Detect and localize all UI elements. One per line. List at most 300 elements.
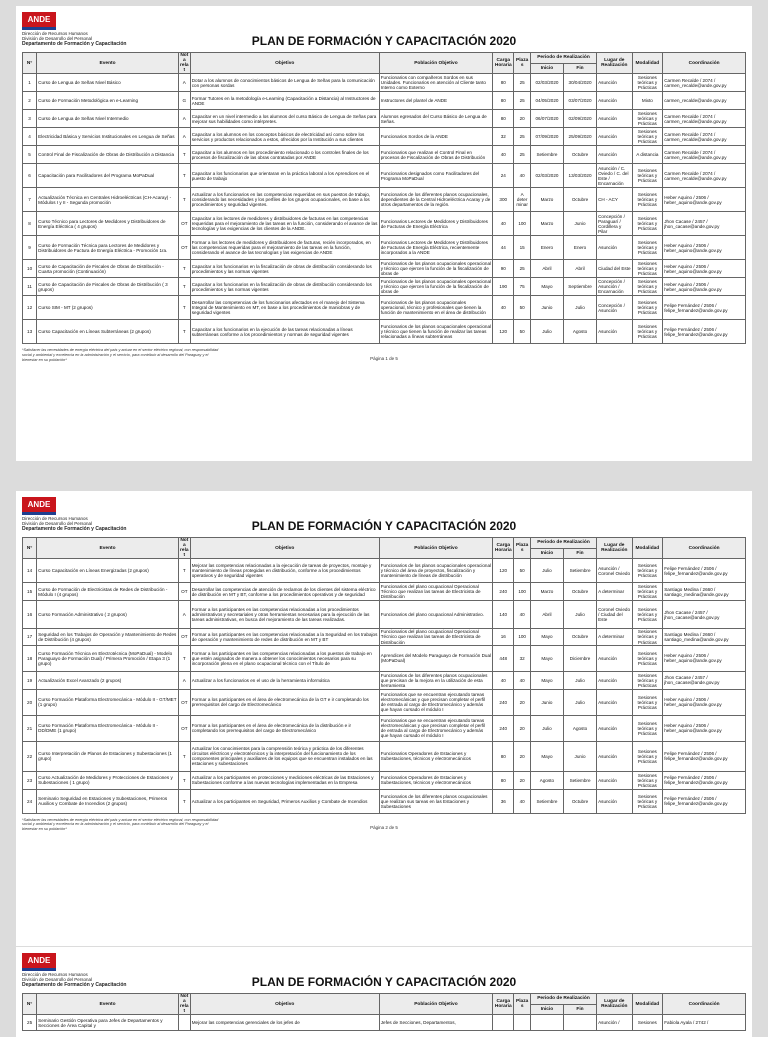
cell-coordinacion: Heber Aquino / 2506 / heber_aquino@ande.gov.py bbox=[663, 715, 746, 741]
col-header: Inicio bbox=[530, 548, 563, 559]
cell-poblacion: Funcionarios con compañeros Sordos en sus Unidades. Funcionarios en atención al Cliente tanto Interno como Externo bbox=[379, 74, 492, 92]
page-header bbox=[22, 953, 746, 993]
cell-carga: 40 bbox=[493, 296, 514, 320]
cell-coordinacion: Carmen Recalde / 2074 / carmen_recalde@ande.gov.py bbox=[663, 110, 746, 128]
cell-plazas: 40 bbox=[514, 601, 531, 629]
cell-inicio: Marzo bbox=[530, 583, 563, 601]
cell-coordinacion: Heber Aquino / 2506 / heber_aquino@ande.gov.py bbox=[663, 188, 746, 212]
col-header: Plazas bbox=[514, 994, 531, 1015]
cell-evento: Actualización Técnica en Centrales Hidroeléctricas (CH-Acaray) - Módulos I y II - Segunda promoción bbox=[37, 188, 179, 212]
cell-modalidad: Sesiones teóricas y Prácticas bbox=[632, 260, 663, 278]
cell-poblacion: Funcionarios Lectores de Medidores y Distribuidores de Facturas de Energía Eléctrica bbox=[379, 212, 492, 236]
cell-plazas: 100 bbox=[514, 583, 531, 601]
cell-evento: Curso Formación Plataforma Electromecánica - Módulo II - GT/MET (1 grupo) bbox=[37, 689, 179, 715]
cell-inicio: Marzo bbox=[530, 188, 563, 212]
cell-objetivo: Mejorar las competencias gerenciales de los jefes de bbox=[190, 1015, 379, 1031]
cell-plazas: 100 bbox=[514, 629, 531, 645]
cell-carga: 90 bbox=[493, 260, 514, 278]
cell-lugar: Asunción / C. Oviedo / C. del Este / Encarnación bbox=[597, 164, 632, 188]
cell-objetivo: Capacitar en un nivel intermedio a los alumnos del curso Básico de Lengua de Señas para mejorar sus habilidades como intérpretes. bbox=[190, 110, 379, 128]
cell-nota: OT bbox=[178, 583, 190, 601]
cell-evento: Curso de Lengua de Señas Nivel Intermedio bbox=[37, 110, 179, 128]
cell-plazas: 50 bbox=[514, 320, 531, 344]
cell-objetivo: Actualizar a los funcionarios en el uso de la herramienta informática bbox=[190, 671, 379, 689]
cell-plazas: 20 bbox=[514, 741, 531, 771]
cell-n: 9 bbox=[23, 236, 37, 260]
cell-inicio: Mayo bbox=[530, 741, 563, 771]
cell-inicio: Junio bbox=[530, 689, 563, 715]
cell-poblacion: Funcionarios que se encuentran ejecutando tareas electromecánicas y que precisan completar el perfil de entrada al cargo de Electromecánico y además que hayan cursado el módulo I bbox=[379, 689, 492, 715]
col-header: Coordinación bbox=[663, 538, 746, 559]
cell-fin: Setiembre bbox=[563, 771, 596, 789]
cell-objetivo: Formar a los participantes en las competencias relacionadas a la Seguridad en los trabajos de operación y mantenimiento de redes de distribución en MT y BT bbox=[190, 629, 379, 645]
cell-modalidad: Sesiones teóricas y Prácticas bbox=[632, 296, 663, 320]
cell-plazas: 25 bbox=[514, 74, 531, 92]
cell-objetivo: Actualizar a los participantes en Seguridad, Primeros Auxilios y Combate de Incendios bbox=[190, 789, 379, 813]
cell-n: 17 bbox=[23, 629, 37, 645]
cell-modalidad: Sesiones teóricas y Prácticas bbox=[632, 110, 663, 128]
cell-coordinacion: Jhon Cacase / 2457 / jhon_cacase@ande.gov.py bbox=[663, 601, 746, 629]
col-header: Periodo de Realización bbox=[530, 53, 596, 64]
org-line: Departamento de Formación y Capacitación bbox=[22, 41, 127, 47]
document-page bbox=[16, 491, 752, 946]
cell-nota bbox=[178, 1015, 190, 1031]
training-plan-table bbox=[22, 52, 746, 344]
cell-plazas: 20 bbox=[514, 110, 531, 128]
cell-lugar: Asunción bbox=[597, 671, 632, 689]
cell-carga: 40 bbox=[493, 212, 514, 236]
cell-n: 5 bbox=[23, 146, 37, 164]
cell-modalidad: Sesiones teóricas y Prácticas bbox=[632, 320, 663, 344]
cell-fin bbox=[563, 1015, 596, 1031]
col-header: Evento bbox=[37, 538, 179, 559]
cell-plazas: 25 bbox=[514, 260, 531, 278]
cell-objetivo: Formar a los participantes en las competencias relacionadas a los procedimientos administrativos y secretariales y otras herramientas necesarias para la ejecución de las tareas administrativas, en busca del mejoramiento de las tareas realizadas. bbox=[190, 601, 379, 629]
cell-carga: 80 bbox=[493, 110, 514, 128]
table-row bbox=[23, 583, 746, 601]
footnote: *Satisfacer las necesidades de energía eléctrica del país y actuar en el sector eléctrico regional, con responsabilidad social y ambiental y excelencia en la administración y el servicio, para contribuir al desarrollo del Paraguay y el bienestar en su población* bbox=[22, 817, 219, 831]
cell-n: 19 bbox=[23, 671, 37, 689]
table-row bbox=[23, 212, 746, 236]
cell-objetivo: Actualizar a los funcionarios en las competencias requeridas en sus puestos de trabajo, considerando las necesidades y los perfiles de los grupos ocupacionales, en base a los procedimientos y seguridad vigentes. bbox=[190, 188, 379, 212]
table-row bbox=[23, 278, 746, 296]
cell-carga: 140 bbox=[493, 601, 514, 629]
cell-nota: T bbox=[178, 278, 190, 296]
col-header: Objetivo bbox=[190, 53, 379, 74]
cell-nota: T bbox=[178, 188, 190, 212]
cell-modalidad: Sesiones teóricas y Prácticas bbox=[632, 741, 663, 771]
page-title: PLAN DE FORMACIÓN Y CAPACITACIÓN 2020 bbox=[251, 519, 517, 533]
table-row bbox=[23, 559, 746, 583]
cell-lugar: Asunción bbox=[597, 236, 632, 260]
cell-lugar: Coronel Oviedo / Ciudad del Este bbox=[597, 601, 632, 629]
cell-modalidad: Sesiones teóricas y Prácticas bbox=[632, 188, 663, 212]
col-header: Fin bbox=[563, 63, 596, 74]
cell-modalidad: A distancia bbox=[632, 146, 663, 164]
cell-poblacion: Funcionarios Operadores de Estaciones y Subestaciones, técnicos y electromecánicos bbox=[379, 741, 492, 771]
cell-lugar: Asunción bbox=[597, 771, 632, 789]
cell-inicio: 02/03/2020 bbox=[530, 164, 563, 188]
cell-poblacion: Funcionarios de los planos ocupacionales operacional y técnico que ejercen la función de la fiscalización de obras de bbox=[380, 261, 492, 277]
ande-logo: ANDE bbox=[22, 12, 56, 27]
page-header bbox=[22, 12, 746, 52]
cell-nota: A bbox=[178, 671, 190, 689]
col-header: Carga Horaria bbox=[493, 994, 514, 1015]
cell-inicio: Mayo bbox=[530, 278, 563, 296]
cell-poblacion: Funcionarios Operadores de Estaciones y Subestaciones, técnicos y electromecánicos bbox=[379, 771, 492, 789]
cell-poblacion: Funcionarios Sordos de la ANDE bbox=[379, 128, 492, 146]
training-plan-table bbox=[22, 993, 746, 1031]
cell-modalidad: Sesiones teóricas y Prácticas bbox=[632, 601, 663, 629]
cell-nota: T bbox=[178, 645, 190, 671]
cell-fin: Abril bbox=[563, 260, 596, 278]
cell-inicio: Enero bbox=[530, 236, 563, 260]
cell-modalidad: Sesiones teóricas y Prácticas bbox=[632, 583, 663, 601]
org-line: Departamento de Formación y Capacitación bbox=[22, 526, 127, 532]
cell-nota: OT bbox=[178, 715, 190, 741]
cell-lugar: Asunción bbox=[597, 789, 632, 813]
cell-lugar: A determinar bbox=[597, 583, 632, 601]
cell-objetivo: Formar a los participantes en el área de electromecánica de la distribución e ir completando los prerrequisitos del cargo de Electromecánico bbox=[190, 715, 379, 741]
cell-nota: A bbox=[178, 601, 190, 629]
cell-evento: Capacitación para Facilitadores del Programa MoPaDual bbox=[37, 164, 179, 188]
cell-inicio: Agosto bbox=[530, 771, 563, 789]
cell-inicio: Julio bbox=[530, 715, 563, 741]
cell-evento: Control Final de Fiscalización de Obras de Distribución a Distancia bbox=[37, 146, 179, 164]
cell-coordinacion: Felipe Fernández / 2506 / felipe_fernandez@ande.gov.py bbox=[663, 559, 746, 583]
cell-carga: 80 bbox=[493, 771, 514, 789]
cell-lugar: Asunción bbox=[597, 110, 632, 128]
cell-evento: Electricidad Básica y Servicios Institucionales en Lengua de Señas bbox=[37, 128, 179, 146]
col-header: Modalidad bbox=[632, 538, 663, 559]
cell-nota: T bbox=[178, 320, 190, 344]
col-header: Lugar de Realización bbox=[597, 994, 632, 1015]
col-header: Fin bbox=[563, 548, 596, 559]
cell-inicio: Mayo bbox=[530, 629, 563, 645]
cell-n: 11 bbox=[23, 278, 37, 296]
cell-lugar: A determinar bbox=[597, 629, 632, 645]
cell-poblacion: Funcionarios de los planos ocupacionales operacional y técnico del área de proyectos, fiscalización y mantenimiento de líneas de distribución bbox=[379, 559, 492, 583]
cell-poblacion: Funcionarios de los planos ocupacionales operacional y técnico que tienen la función de realizar las tareas relacionadas a líneas subterráneas bbox=[379, 320, 492, 344]
cell-inicio: 04/05/2020 bbox=[530, 92, 563, 110]
cell-poblacion: Funcionarios de los diferentes planos ocupacionales que realizan sus tareas en las Estaciones y Subestaciones bbox=[379, 789, 492, 813]
cell-fin: Agosto bbox=[563, 715, 596, 741]
cell-poblacion: Funcionarios de los diferentes planos ocupacionales, dependientes de la Central Hidroeléctrica Acaray y de otros departamentos de la región. bbox=[379, 188, 492, 212]
cell-n: 22 bbox=[23, 741, 37, 771]
cell-lugar: Asunción / bbox=[597, 1015, 632, 1031]
cell-coordinacion: Felipe Fernández / 2506 / felipe_fernandez@ande.gov.py bbox=[663, 741, 746, 771]
cell-n: 21 bbox=[23, 715, 37, 741]
col-header: Plazas bbox=[514, 538, 531, 559]
cell-evento: Curso de Capacitación de Fiscales de Obras de Distribución ( 3 grupos) bbox=[37, 278, 179, 296]
cell-fin: Octubre bbox=[563, 188, 596, 212]
cell-lugar: CH - ACY bbox=[597, 188, 632, 212]
training-plan-table bbox=[22, 537, 746, 814]
cell-nota: G bbox=[178, 92, 190, 110]
table-row bbox=[23, 671, 746, 689]
col-header: Población Objetivo bbox=[379, 53, 492, 74]
cell-nota: T bbox=[178, 789, 190, 813]
cell-objetivo: Capacitar a los alumnos en los procedimiento relacionado o los controles finales de los procesos de fiscalización de las obras contratadas por ANDE bbox=[190, 146, 379, 164]
cell-objetivo: Capacitar a los funcionarios en la ejecución de las tareas relacionadas a líneas subterráneas conforme a los procedimientos y normas de seguridad vigentes bbox=[190, 320, 379, 344]
cell-plazas: 20 bbox=[514, 771, 531, 789]
cell-carga: 40 bbox=[493, 146, 514, 164]
cell-lugar: Asunción bbox=[597, 92, 632, 110]
cell-coordinacion: Carmen Recalde / 2074 / carmen_recalde@ande.gov.py bbox=[663, 164, 746, 188]
cell-plazas: A determinar bbox=[514, 188, 531, 212]
cell-plazas: 25 bbox=[514, 128, 531, 146]
cell-modalidad: Sesiones teóricas y Prácticas bbox=[632, 715, 663, 741]
cell-fin: Julio bbox=[563, 689, 596, 715]
cell-carga: 448 bbox=[493, 645, 514, 671]
cell-evento: Seminario Gestión Operativa para Jefes de Departamentos y Secciones de Área Capital y bbox=[37, 1015, 179, 1031]
cell-plazas: 50 bbox=[514, 559, 531, 583]
cell-coordinacion: Carmen Recalde / 2074 / carmen_recalde@ande.gov.py bbox=[663, 74, 746, 92]
cell-plazas: 75 bbox=[514, 278, 531, 296]
cell-lugar: Asunción bbox=[597, 320, 632, 344]
table-row bbox=[23, 1015, 746, 1031]
cell-poblacion: Funcionarios Lectores de Medidores y Distribuidores de Facturas de Energía Eléctrica, recientemente incorporados a la ANDE bbox=[379, 236, 492, 260]
cell-modalidad: Sesiones teóricas y Prácticas bbox=[632, 671, 663, 689]
cell-objetivo: Actualizar a los participantes en protecciones y mediciones eléctricas de las Estaciones y Subestaciones conforme a las nuevas tecnologías implementadas en la Empresa bbox=[190, 771, 379, 789]
logo-bar bbox=[22, 968, 56, 971]
cell-objetivo: Formar a los lectores de medidores y distribuidores de facturas, recién incorporados, en las competencias requeridas para el mejoramiento de las tareas en la función, considerando el avance de las tecnologías y las exigencias de ANDE bbox=[190, 236, 379, 260]
cell-lugar: Asunción bbox=[597, 741, 632, 771]
cell-plazas: 25 bbox=[514, 92, 531, 110]
col-header: Carga Horaria bbox=[493, 53, 514, 74]
cell-objetivo: Capacitar a los alumnos en los conceptos básicos de electricidad así como sobre los servicios y productos relacionados a estos, ofrecidos por la Institución a sus clientes bbox=[190, 128, 379, 146]
footnote: *Satisfacer las necesidades de energía eléctrica del país y actuar en el sector eléctrico regional, con responsabilidad social y ambiental y excelencia en la administración y el servicio, para contribuir al desarrollo del Paraguay y el bienestar en su población* bbox=[22, 348, 219, 362]
table-row bbox=[23, 128, 746, 146]
col-header: Coordinación bbox=[663, 994, 746, 1015]
cell-n: 6 bbox=[23, 164, 37, 188]
cell-inicio: 06/07/2020 bbox=[530, 110, 563, 128]
cell-objetivo: Desarrollar las competencias de los funcionarios afectados en el manejo del Sistema Integral de Mantenimiento en MT, en base a los procedimientos de maniobras y de seguridad vigentes bbox=[190, 296, 379, 320]
cell-fin: Setiembre bbox=[563, 559, 596, 583]
cell-fin: 03/07/2020 bbox=[563, 92, 596, 110]
cell-n: 14 bbox=[23, 559, 37, 583]
cell-modalidad: Sesiones teóricas y Prácticas bbox=[632, 164, 663, 188]
col-header: Evento bbox=[37, 994, 179, 1015]
cell-modalidad: Sesiones teóricas y Prácticas bbox=[632, 128, 663, 146]
cell-fin: Agosto bbox=[563, 320, 596, 344]
cell-coordinacion: Heber Aquino / 2506 / heber_aquino@ande.gov.py bbox=[663, 260, 746, 278]
cell-poblacion: Funcionarios de los planos ocupacionales operacional y técnico que ejercen la función de la fiscalización de obras de bbox=[380, 279, 492, 295]
cell-evento: Seguridad en los Trabajos de Operación y Mantenimiento de Redes de Distribución (4 grupos) bbox=[37, 629, 179, 645]
cell-modalidad: Sesiones teóricas y Prácticas bbox=[632, 771, 663, 789]
cell-n: 8 bbox=[23, 212, 37, 236]
cell-carga bbox=[493, 1015, 514, 1031]
cell-lugar: Asunción / Coronel Oviedo bbox=[597, 559, 632, 583]
col-header: Población Objetivo bbox=[379, 994, 492, 1015]
cell-n: 25 bbox=[23, 1015, 37, 1031]
cell-evento: Curso de Capacitación de Fiscales de Obras de Distribución - Cuarta promoción (Continuación) bbox=[37, 260, 179, 278]
cell-fin: Julio bbox=[563, 296, 596, 320]
cell-poblacion: Funcionarios del plano ocupacional Administrativo. bbox=[379, 601, 492, 629]
cell-lugar: Concepción / Asunción bbox=[597, 296, 632, 320]
cell-n: 23 bbox=[23, 771, 37, 789]
col-header: Inicio bbox=[530, 63, 563, 74]
cell-evento: Actualización Excel Avanzado (2 grupos) bbox=[37, 671, 179, 689]
col-header: Plazas bbox=[514, 53, 531, 74]
cell-coordinacion: carmen_recalde@ande.gov.py bbox=[663, 92, 746, 110]
cell-poblacion: Funcionarios designados como Facilitadores del Programa MoPaDual bbox=[379, 164, 492, 188]
cell-nota: OT bbox=[178, 689, 190, 715]
cell-lugar: Asunción bbox=[597, 645, 632, 671]
cell-plazas: 40 bbox=[514, 789, 531, 813]
cell-modalidad: Sesiones bbox=[632, 1015, 663, 1031]
cell-evento: Curso de Formación Metodológica en e-Learning bbox=[37, 92, 179, 110]
table-row bbox=[23, 629, 746, 645]
table-row bbox=[23, 110, 746, 128]
table-row bbox=[23, 260, 746, 278]
cell-nota: A bbox=[178, 128, 190, 146]
cell-nota: T bbox=[178, 771, 190, 789]
cell-modalidad: Sesiones teóricas y Prácticas bbox=[632, 278, 663, 296]
table-row bbox=[23, 146, 746, 164]
cell-poblacion: Instructores del plantel de ANDE bbox=[379, 92, 492, 110]
col-header: Periodo de Realización bbox=[530, 994, 596, 1005]
cell-fin: 13/03/2020 bbox=[563, 164, 596, 188]
org-line: Dirección de Recursos Humanos bbox=[22, 31, 88, 36]
cell-carga: 36 bbox=[493, 789, 514, 813]
cell-objetivo: Actualizar los conocimientos para la comprensión teórica y práctica de los diferentes circuitos eléctricos y electrotécnicos y la interpretación del funcionamiento de los componentes principales y auxiliares de los equipos que se encuentran instalados en las estaciones y subestaciones bbox=[190, 741, 379, 771]
col-header: Modalidad bbox=[632, 53, 663, 74]
cell-plazas: 25 bbox=[514, 146, 531, 164]
cell-inicio: Julio bbox=[530, 559, 563, 583]
table-row bbox=[23, 92, 746, 110]
table-row bbox=[23, 74, 746, 92]
col-header: Objetivo bbox=[190, 538, 379, 559]
cell-fin: Diciembre bbox=[563, 645, 596, 671]
cell-modalidad: Sesiones teóricas y Prácticas bbox=[632, 645, 663, 671]
cell-evento: Curso Interpretación de Planos de Estaciones y Subestaciones (1 grupo) bbox=[37, 741, 179, 771]
cell-n: 24 bbox=[23, 789, 37, 813]
table-row bbox=[23, 320, 746, 344]
cell-evento: Curso Actualización de Medidores y Protecciones de Estaciones y Subestaciones ( 1 grupo) bbox=[37, 771, 179, 789]
col-header: Carga Horaria bbox=[493, 538, 514, 559]
cell-poblacion: Funcionarios que se encuentran ejecutando tareas electromecánicas y que precisan completar el perfil de entrada al cargo de Electromecánico y además que hayan cursado el módulo I bbox=[379, 715, 492, 741]
cell-inicio: 07/09/2020 bbox=[530, 128, 563, 146]
cell-evento: Curso Técnico para Lectores de Medidores y Distribuidores de Energía Eléctrica ( 4 grupos) bbox=[37, 212, 179, 236]
cell-objetivo: Formar a los participantes en las competencias relacionadas a los puestos de trabajo en que estén asignados de manera a obtener los conocimientos necesarios para su incorporación plena en el plano ocupacional técnico con el Título de bbox=[190, 645, 379, 671]
cell-evento: Curso de Formación Técnica para Lectores de Medidores y Distribuidores de Factura de Energía Eléctrica - Promoción 1ra. bbox=[37, 236, 179, 260]
col-header: Fin bbox=[563, 1004, 596, 1015]
cell-carga: 190 bbox=[493, 278, 514, 296]
cell-modalidad: Sesiones teóricas y Prácticas bbox=[632, 689, 663, 715]
org-line: Departamento de Formación y Capacitación bbox=[22, 982, 127, 988]
cell-carga: 240 bbox=[493, 689, 514, 715]
cell-inicio: Marzo bbox=[530, 212, 563, 236]
cell-n: 1 bbox=[23, 74, 37, 92]
cell-lugar: Ciudad del Este bbox=[597, 260, 632, 278]
cell-nota: T bbox=[178, 164, 190, 188]
logo-bar bbox=[22, 512, 56, 515]
cell-n: 13 bbox=[23, 320, 37, 344]
cell-nota: A bbox=[178, 110, 190, 128]
cell-lugar: Asunción bbox=[597, 715, 632, 741]
cell-carga: 40 bbox=[493, 671, 514, 689]
cell-inicio: Mayo bbox=[530, 645, 563, 671]
col-header: Lugar de Realización bbox=[597, 53, 632, 74]
cell-coordinacion: Jhon Cacase / 2457 / jhon_cacase@ande.gov.py bbox=[663, 671, 746, 689]
cell-inicio: Setiembre bbox=[530, 146, 563, 164]
cell-coordinacion: Felipe Fernández / 2506 / felipe_fernandez@ande.gov.py bbox=[663, 296, 746, 320]
cell-objetivo: Dotar a los alumnos de conocimientos básicos de Lengua de Señas para la comunicación con personas sordas bbox=[190, 74, 379, 92]
cell-carga: 24 bbox=[493, 164, 514, 188]
cell-plazas: 20 bbox=[514, 689, 531, 715]
cell-carga: 240 bbox=[493, 583, 514, 601]
cell-objetivo: Capacitar a los lectores de medidores y distribuidores de facturas en las competencias requeridas para el mejoramiento de las tareas en la función, considerando el avance de las tecnologías y las exigencias de los clientes de la ANDE. bbox=[190, 212, 379, 236]
cell-objetivo: Capacitar a los funcionarios que orientaran en la práctica laboral a los Aprendices en el puesto de trabajo bbox=[190, 164, 379, 188]
cell-modalidad: Sesiones teóricas y Prácticas bbox=[632, 236, 663, 260]
cell-poblacion: Aprendices del Modelo Paraguayo de Formación Dual (MoPaDual) bbox=[379, 645, 492, 671]
cell-plazas: 100 bbox=[514, 212, 531, 236]
cell-fin: Octubre bbox=[563, 629, 596, 645]
cell-lugar: Asunción bbox=[597, 146, 632, 164]
cell-plazas: 32 bbox=[514, 645, 531, 671]
col-header: Nota relat bbox=[180, 53, 189, 74]
col-header: Población Objetivo bbox=[379, 538, 492, 559]
col-header: Lugar de Realización bbox=[597, 538, 632, 559]
page-title: PLAN DE FORMACIÓN Y CAPACITACIÓN 2020 bbox=[251, 34, 517, 48]
col-header: Nota relat bbox=[180, 994, 189, 1015]
org-line: División de Desarrollo del Personal bbox=[22, 977, 93, 982]
cell-n: 12 bbox=[23, 296, 37, 320]
cell-modalidad: Sesiones teóricas y Prácticas bbox=[632, 74, 663, 92]
cell-carga: 80 bbox=[493, 741, 514, 771]
cell-coordinacion: Felipe Fernández / 2506 / felipe_fernandez@ande.gov.py bbox=[663, 789, 746, 813]
cell-fin: Julio bbox=[563, 601, 596, 629]
cell-evento: Curso SIM - MT (2 grupos) bbox=[37, 296, 179, 320]
cell-lugar: Concepción / Paraguarí / Cordillera y Pilar bbox=[597, 212, 632, 236]
page-header bbox=[22, 497, 746, 537]
cell-plazas: 40 bbox=[514, 671, 531, 689]
col-header: N° bbox=[23, 538, 37, 559]
cell-nota: OT bbox=[178, 212, 190, 236]
cell-inicio: Abril bbox=[530, 260, 563, 278]
col-header: Periodo de Realización bbox=[530, 538, 596, 549]
cell-coordinacion: Heber Aquino / 2506 / heber_aquino@ande.gov.py bbox=[663, 689, 746, 715]
cell-coordinacion: Felipe Fernández / 2506 / felipe_fernandez@ande.gov.py bbox=[663, 320, 746, 344]
cell-evento: Curso de Lengua de Señas Nivel Básico bbox=[37, 74, 179, 92]
cell-coordinacion: Santiago Medina / 2660 / santiago_medina@ande.gov.py bbox=[663, 629, 746, 645]
cell-fin: Enero bbox=[563, 236, 596, 260]
table-row bbox=[23, 601, 746, 629]
cell-fin: Julio bbox=[563, 671, 596, 689]
table-row bbox=[23, 645, 746, 671]
cell-poblacion: Funcionarios del plano ocupacional Operacional Técnico que realizan las tareas de Electricista de Distribución bbox=[379, 583, 492, 601]
cell-coordinacion: Jhon Cacase / 2457 / jhon_cacase@ande.gov.py bbox=[663, 212, 746, 236]
cell-nota: OT bbox=[178, 236, 190, 260]
cell-fin: Octubre bbox=[563, 789, 596, 813]
cell-inicio: 02/03/2020 bbox=[530, 74, 563, 92]
cell-lugar: Asunción bbox=[597, 74, 632, 92]
cell-n: 2 bbox=[23, 92, 37, 110]
cell-fin: 30/04/2020 bbox=[563, 74, 596, 92]
cell-coordinacion: Heber Aquino / 2506 / heber_aquino@ande.gov.py bbox=[663, 645, 746, 671]
cell-modalidad: Mixto bbox=[632, 92, 663, 110]
cell-nota: T bbox=[178, 260, 190, 278]
cell-evento: Curso Capacitación en Líneas Subterráneas (2 grupos) bbox=[37, 320, 179, 344]
table-row bbox=[23, 789, 746, 813]
page-number: Página 1 de 5 bbox=[370, 356, 398, 362]
col-header: Modalidad bbox=[632, 994, 663, 1015]
cell-coordinacion: Fabiola Ayala / 2742 / bbox=[663, 1015, 746, 1031]
cell-poblacion: Funcionarios del plano ocupacional Operacional Técnico que realizan las tareas de Electricista de Distribución bbox=[379, 629, 492, 645]
cell-plazas bbox=[514, 1015, 531, 1031]
cell-plazas: 40 bbox=[514, 164, 531, 188]
